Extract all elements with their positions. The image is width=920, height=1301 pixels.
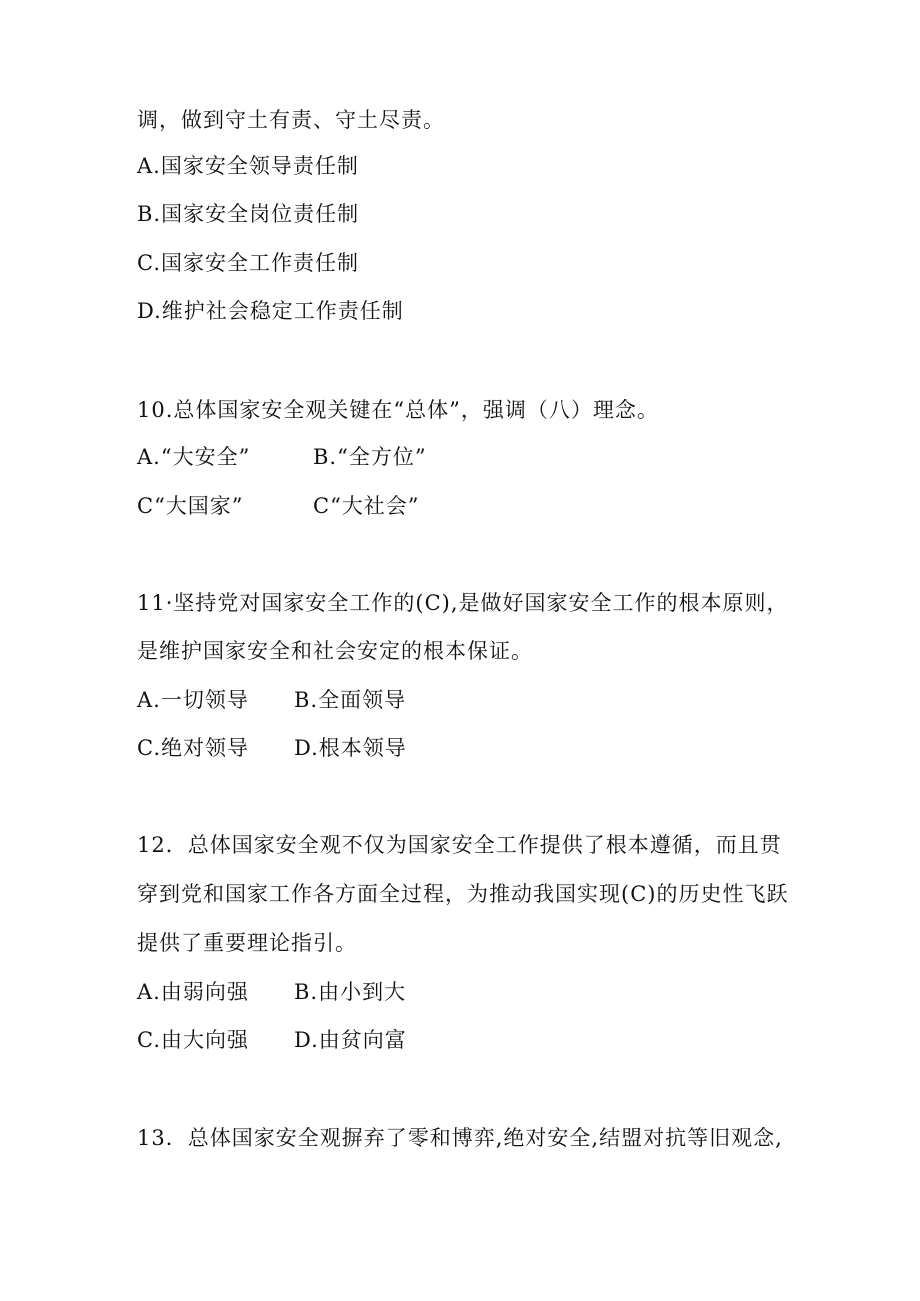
q13-stem-line-1: 13．总体国家安全观摒弃了零和博弈,绝对安全,结盟对抗等旧观念, (137, 1126, 783, 1150)
q9-option-c: C.国家安全工作责任制 (137, 251, 359, 275)
q12-stem-line-1: 12．总体国家安全观不仅为国家安全工作提供了根本遵循，而且贯 (137, 833, 782, 857)
q9-option-b: B.国家安全岗位责任制 (137, 202, 360, 226)
q12-stem-line-3: 提供了重要理论指引。 (137, 931, 357, 955)
q9-stem-tail: 调，做到守土有责、守土尽责。 (137, 108, 445, 132)
q10-stem: 10.总体国家安全观关键在“总体”，强调（八）理念。 (137, 398, 659, 422)
q10-option-d: C“大社会” (313, 494, 420, 518)
q11-stem-line-1: 11·坚持党对国家安全工作的(C),是做好国家安全工作的根本原则， (137, 591, 789, 615)
q11-option-d: D.根本领导 (294, 736, 407, 760)
q10-option-b: B.“全方位” (313, 445, 427, 469)
q11-option-b: B.全面领导 (294, 688, 407, 712)
q9-option-a: A.国家安全领导责任制 (137, 154, 359, 178)
q9-option-d: D.维护社会稳定工作责任制 (137, 299, 404, 323)
q12-option-c: C.由大向强 (137, 1028, 249, 1052)
q11-option-c: C.绝对领导 (137, 736, 249, 760)
q12-stem-line-2: 穿到党和国家工作各方面全过程，为推动我国实现(C)的历史性飞跃 (137, 882, 789, 906)
q11-option-a: A.一切领导 (137, 688, 249, 712)
q12-option-a: A.由弱向强 (137, 980, 249, 1004)
q11-stem-line-2: 是维护国家安全和社会安定的根本保证。 (137, 639, 533, 663)
q10-option-c: C“大国家” (137, 494, 244, 518)
q12-option-b: B.由小到大 (294, 980, 407, 1004)
q12-option-d: D.由贫向富 (294, 1028, 407, 1052)
q10-option-a: A.“大安全” (137, 445, 251, 469)
